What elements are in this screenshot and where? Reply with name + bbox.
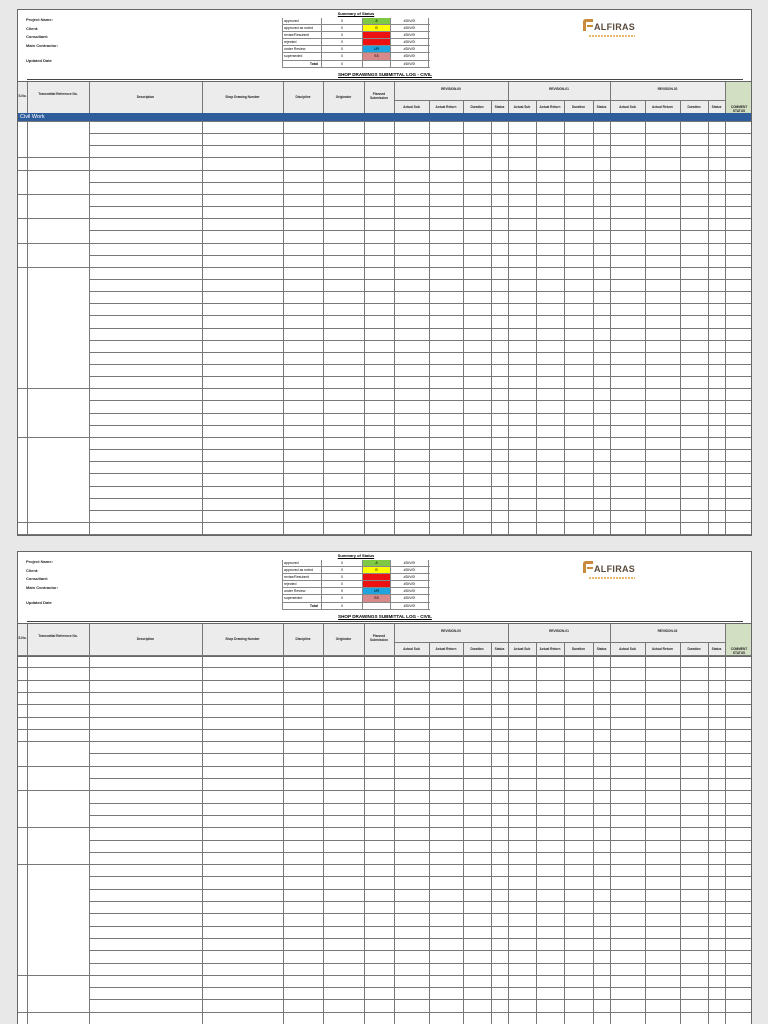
group-line [18, 194, 89, 195]
summary-status-label: approved [282, 18, 322, 24]
summary-row [282, 588, 430, 595]
row-line [89, 413, 752, 414]
summary-percentage: #DIV/0! [391, 61, 429, 67]
group-line [18, 655, 89, 656]
row-line [89, 778, 752, 779]
main-contractor-label: Main Contractor: [26, 42, 58, 48]
status-summary [282, 552, 430, 610]
row-line [89, 840, 752, 841]
header-column-line [89, 82, 90, 114]
summary-code: B [363, 567, 391, 573]
header-column-line [394, 82, 395, 114]
project-name-label: Project Name: [26, 17, 53, 22]
row-line [89, 790, 752, 791]
row-line [89, 425, 752, 426]
summary-code: A [363, 560, 391, 566]
col-planned: Planned Submission [369, 92, 389, 101]
summary-status-label: revise/Resubmit [282, 574, 322, 580]
summary-count: 0 [322, 588, 363, 594]
row-line [89, 522, 752, 523]
header-column-line [645, 100, 646, 114]
row-line [89, 315, 752, 316]
col-rev01: REVISION-01 [549, 629, 569, 633]
row-line [89, 766, 752, 767]
summary-status-label: superseded [282, 53, 322, 59]
summary-count: 0 [322, 25, 363, 31]
col-sno: S.No. [18, 94, 27, 98]
group-line [18, 704, 89, 705]
row-line [89, 194, 752, 195]
sub-actual-sub: Actual Sub [513, 105, 531, 109]
header-column-line [491, 100, 492, 114]
summary-row [282, 567, 430, 574]
group-line [18, 766, 89, 767]
group-line [18, 717, 89, 718]
group-line [18, 522, 89, 523]
logo-tagline-graphic [589, 577, 635, 579]
col-rev01: REVISION-01 [549, 87, 569, 91]
col-rev02: REVISION-02 [657, 629, 678, 633]
header-column-line [610, 82, 611, 114]
row-line [89, 815, 752, 816]
summary-code [363, 39, 391, 45]
row-line [89, 680, 752, 681]
col-originator: Originator [335, 95, 352, 99]
row-line [89, 852, 752, 853]
header-column-line [708, 100, 709, 114]
sub-actual-return: Actual Return [652, 647, 673, 651]
summary-status-label: rejected [282, 39, 322, 45]
group-line [18, 157, 89, 158]
header-column-line [364, 82, 365, 114]
summary-status-label: under Review [282, 46, 322, 52]
row-line [89, 827, 752, 828]
logo-wordmark: ALFIRAS [594, 564, 636, 574]
summary-count: 0 [322, 46, 363, 52]
summary-percentage: #DIV/0! [391, 574, 429, 580]
row-line [89, 352, 752, 353]
row-line [89, 975, 752, 976]
summary-rows [282, 18, 430, 68]
row-line [89, 328, 752, 329]
log-table-header [18, 623, 752, 657]
header-column-line [645, 642, 646, 656]
summary-status-label: Total [282, 603, 322, 609]
summary-count: 0 [322, 39, 363, 45]
row-line [89, 121, 752, 122]
row-line [89, 510, 752, 511]
row-line [89, 889, 752, 890]
header-column-line [27, 624, 28, 656]
group-line [18, 680, 89, 681]
summary-status-label: revise/Resubmit [282, 32, 322, 38]
summary-count: 0 [322, 595, 363, 601]
summary-count: 0 [322, 32, 363, 38]
consultant-label: Consultant: [26, 576, 49, 581]
company-logo [583, 561, 643, 587]
col-comment: COMMENT STATUS [730, 105, 748, 114]
sub-actual-return: Actual Return [539, 105, 561, 109]
col-description: Description [136, 637, 155, 641]
group-line [18, 692, 89, 693]
summary-code [363, 603, 391, 609]
row-line [89, 498, 752, 499]
summary-row [282, 603, 430, 610]
summary-status-label: rejected [282, 581, 322, 587]
header-column-line [593, 100, 594, 114]
row-line [89, 388, 752, 389]
summary-status-label: approved [282, 560, 322, 566]
header-column-line [463, 100, 464, 114]
summary-row [282, 46, 430, 53]
sub-actual-return: Actual Return [435, 105, 457, 109]
project-info [26, 560, 58, 610]
log-table-header [18, 81, 752, 115]
logo-wordmark: ALFIRAS [594, 22, 636, 32]
header-split-line [394, 642, 725, 643]
summary-code: B [363, 25, 391, 31]
group-line [18, 827, 89, 828]
column-line [27, 655, 28, 1024]
sub-actual-sub: Actual Sub [619, 105, 636, 109]
row-line [89, 864, 752, 865]
row-line [89, 987, 752, 988]
summary-row [282, 560, 430, 567]
col-transmittal: Transmittal Reference No. [38, 634, 78, 638]
row-line [89, 901, 752, 902]
header-column-line [564, 100, 565, 114]
row-line [89, 449, 752, 450]
col-discipline: Discipline [295, 95, 311, 99]
row-line [89, 230, 752, 231]
row-line [89, 133, 752, 134]
sub-status: Status [494, 105, 505, 109]
summary-row [282, 32, 430, 39]
row-line [89, 400, 752, 401]
row-line [89, 486, 752, 487]
row-line [89, 243, 752, 244]
header-column-line [508, 624, 509, 656]
summary-code: A [363, 18, 391, 24]
row-line [89, 218, 752, 219]
status-summary [282, 10, 430, 68]
sub-actual-return: Actual Return [652, 105, 673, 109]
row-line [89, 692, 752, 693]
group-line [18, 218, 89, 219]
sub-actual-return: Actual Return [435, 647, 457, 651]
row-line [89, 999, 752, 1000]
summary-code: UR [363, 588, 391, 594]
group-line [18, 388, 89, 389]
log-sheet-1 [17, 9, 752, 536]
row-line [89, 145, 752, 146]
summary-row [282, 574, 430, 581]
group-line [18, 121, 89, 122]
group-line [18, 790, 89, 791]
log-title: SHOP DRAWINGS SUBMITTAL LOG - CIVIL [338, 72, 432, 77]
header-column-line [680, 100, 681, 114]
col-rev02: REVISION-02 [657, 87, 678, 91]
header-column-line [323, 82, 324, 114]
client-label: Client: [26, 25, 39, 31]
row-line [89, 803, 752, 804]
header-column-line [491, 642, 492, 656]
row-line [89, 291, 752, 292]
sub-duration: Duration [470, 105, 484, 109]
sub-duration: Duration [571, 647, 586, 651]
row-line [89, 340, 752, 341]
row-line [89, 206, 752, 207]
summary-code: SS [363, 595, 391, 601]
sub-actual-return: Actual Return [539, 647, 561, 651]
header-column-line [564, 642, 565, 656]
group-line [18, 741, 89, 742]
header-column-line [508, 82, 509, 114]
header-column-line [202, 82, 203, 114]
summary-percentage: #DIV/0! [391, 560, 429, 566]
summary-count: 0 [322, 18, 363, 24]
row-line [89, 267, 752, 268]
col-rev00: REVISION-00 [441, 629, 461, 633]
group-line [18, 667, 89, 668]
updated-date-label: Updated Date [26, 58, 52, 63]
summary-code: SS [363, 53, 391, 59]
header-column-line [89, 624, 90, 656]
summary-percentage: #DIV/0! [391, 32, 429, 38]
sub-status: Status [711, 105, 722, 109]
summary-status-label: Total [282, 61, 322, 67]
summary-count: 0 [322, 560, 363, 566]
summary-status-label: under Review [282, 588, 322, 594]
col-shop-drawing: Shop Drawing Number [225, 95, 260, 99]
summary-code [363, 574, 391, 580]
header-column-line [708, 642, 709, 656]
col-shop-drawing: Shop Drawing Number [225, 637, 260, 641]
summary-row [282, 25, 430, 32]
summary-status-label: superseded [282, 595, 322, 601]
header-column-line [463, 642, 464, 656]
row-line [89, 741, 752, 742]
header-column-line [429, 642, 430, 656]
summary-count: 0 [322, 53, 363, 59]
header-column-line [680, 642, 681, 656]
sub-status: Status [711, 647, 722, 651]
row-line [89, 376, 752, 377]
main-contractor-label: Main Contractor: [26, 584, 58, 590]
summary-row [282, 61, 430, 68]
header-column-line [536, 642, 537, 656]
sub-status: Status [596, 647, 607, 651]
summary-code [363, 581, 391, 587]
group-line [18, 975, 89, 976]
summary-count: 0 [322, 61, 363, 67]
row-line [89, 667, 752, 668]
row-line [89, 1012, 752, 1013]
header-column-line [202, 624, 203, 656]
row-line [89, 729, 752, 730]
summary-title: Summary of Status [337, 11, 375, 16]
group-line [18, 267, 89, 268]
header-column-line [394, 624, 395, 656]
section-civil-work: Civil Work [18, 113, 752, 121]
summary-percentage: #DIV/0! [391, 53, 429, 59]
row-line [89, 704, 752, 705]
col-discipline: Discipline [295, 637, 311, 641]
summary-row [282, 53, 430, 60]
summary-percentage: #DIV/0! [391, 46, 429, 52]
summary-code [363, 61, 391, 67]
row-line [89, 279, 752, 280]
header-column-line [536, 100, 537, 114]
col-originator: Originator [335, 637, 352, 641]
row-line [89, 437, 752, 438]
row-line [89, 950, 752, 951]
logo-mark-icon [583, 561, 593, 573]
summary-percentage: #DIV/0! [391, 595, 429, 601]
summary-title: Summary of Status [337, 553, 375, 558]
summary-row [282, 18, 430, 25]
header-column-line [429, 100, 430, 114]
row-line [89, 255, 752, 256]
summary-percentage: #DIV/0! [391, 567, 429, 573]
row-line [89, 913, 752, 914]
row-line [89, 170, 752, 171]
row-line [89, 963, 752, 964]
group-line [18, 437, 89, 438]
sub-actual-sub: Actual Sub [619, 647, 636, 651]
row-line [89, 926, 752, 927]
group-line [18, 170, 89, 171]
summary-percentage: #DIV/0! [391, 39, 429, 45]
summary-percentage: #DIV/0! [391, 603, 429, 609]
logo-mark-icon [583, 19, 593, 31]
header-column-line [593, 642, 594, 656]
header-column-line [283, 624, 284, 656]
summary-code [363, 32, 391, 38]
header-column-line [725, 82, 726, 114]
summary-count: 0 [322, 567, 363, 573]
row-line [89, 876, 752, 877]
summary-count: 0 [322, 581, 363, 587]
summary-row [282, 595, 430, 602]
sub-duration: Duration [571, 105, 586, 109]
sub-actual-sub: Actual Sub [513, 647, 531, 651]
summary-count: 0 [322, 574, 363, 580]
sub-status: Status [596, 105, 607, 109]
summary-row [282, 581, 430, 588]
row-line [89, 364, 752, 365]
header-split-line [394, 100, 725, 101]
row-line [89, 753, 752, 754]
row-line [89, 938, 752, 939]
summary-percentage: #DIV/0! [391, 581, 429, 587]
updated-date-label: Updated Date [26, 600, 52, 605]
sub-actual-sub: Actual Sub [403, 647, 420, 651]
sub-duration: Duration [470, 647, 484, 651]
row-line [89, 303, 752, 304]
row-line [89, 534, 752, 535]
header-column-line [364, 624, 365, 656]
col-sno: S.No. [18, 636, 27, 640]
sub-duration: Duration [687, 105, 701, 109]
header-column-line [283, 82, 284, 114]
company-logo [583, 19, 643, 45]
group-line [18, 729, 89, 730]
col-description: Description [136, 95, 155, 99]
header-column-line [323, 624, 324, 656]
summary-rows [282, 560, 430, 610]
header-column-line [610, 624, 611, 656]
col-rev00: REVISION-00 [441, 87, 461, 91]
row-line [89, 157, 752, 158]
summary-row [282, 39, 430, 46]
summary-count: 0 [322, 603, 363, 609]
summary-status-label: approved as noted [282, 25, 322, 31]
summary-percentage: #DIV/0! [391, 18, 429, 24]
summary-percentage: #DIV/0! [391, 588, 429, 594]
header-column-line [725, 624, 726, 656]
header-column-line [27, 82, 28, 114]
log-sheet-2 [17, 551, 752, 1024]
sub-duration: Duration [687, 647, 701, 651]
group-line [18, 243, 89, 244]
row-line [89, 182, 752, 183]
log-title: SHOP DRAWINGS SUBMITTAL LOG - CIVIL [338, 614, 432, 619]
group-line [18, 1012, 89, 1013]
consultant-label: Consultant: [26, 34, 49, 39]
row-line [89, 655, 752, 656]
sub-actual-sub: Actual Sub [403, 105, 420, 109]
column-line [27, 121, 28, 536]
group-line [18, 534, 89, 535]
summary-percentage: #DIV/0! [391, 25, 429, 31]
summary-status-label: approved as noted [282, 567, 322, 573]
col-planned: Planned Submission [369, 634, 389, 643]
col-transmittal: Transmittal Reference No. [38, 92, 78, 96]
col-comment: COMMENT STATUS [730, 647, 748, 656]
logo-tagline-graphic [589, 35, 635, 37]
row-line [89, 717, 752, 718]
client-label: Client: [26, 567, 39, 573]
row-line [89, 461, 752, 462]
row-line [89, 473, 752, 474]
group-line [18, 864, 89, 865]
summary-code: UR [363, 46, 391, 52]
project-name-label: Project Name: [26, 559, 53, 564]
sub-status: Status [494, 647, 505, 651]
project-info [26, 18, 58, 68]
